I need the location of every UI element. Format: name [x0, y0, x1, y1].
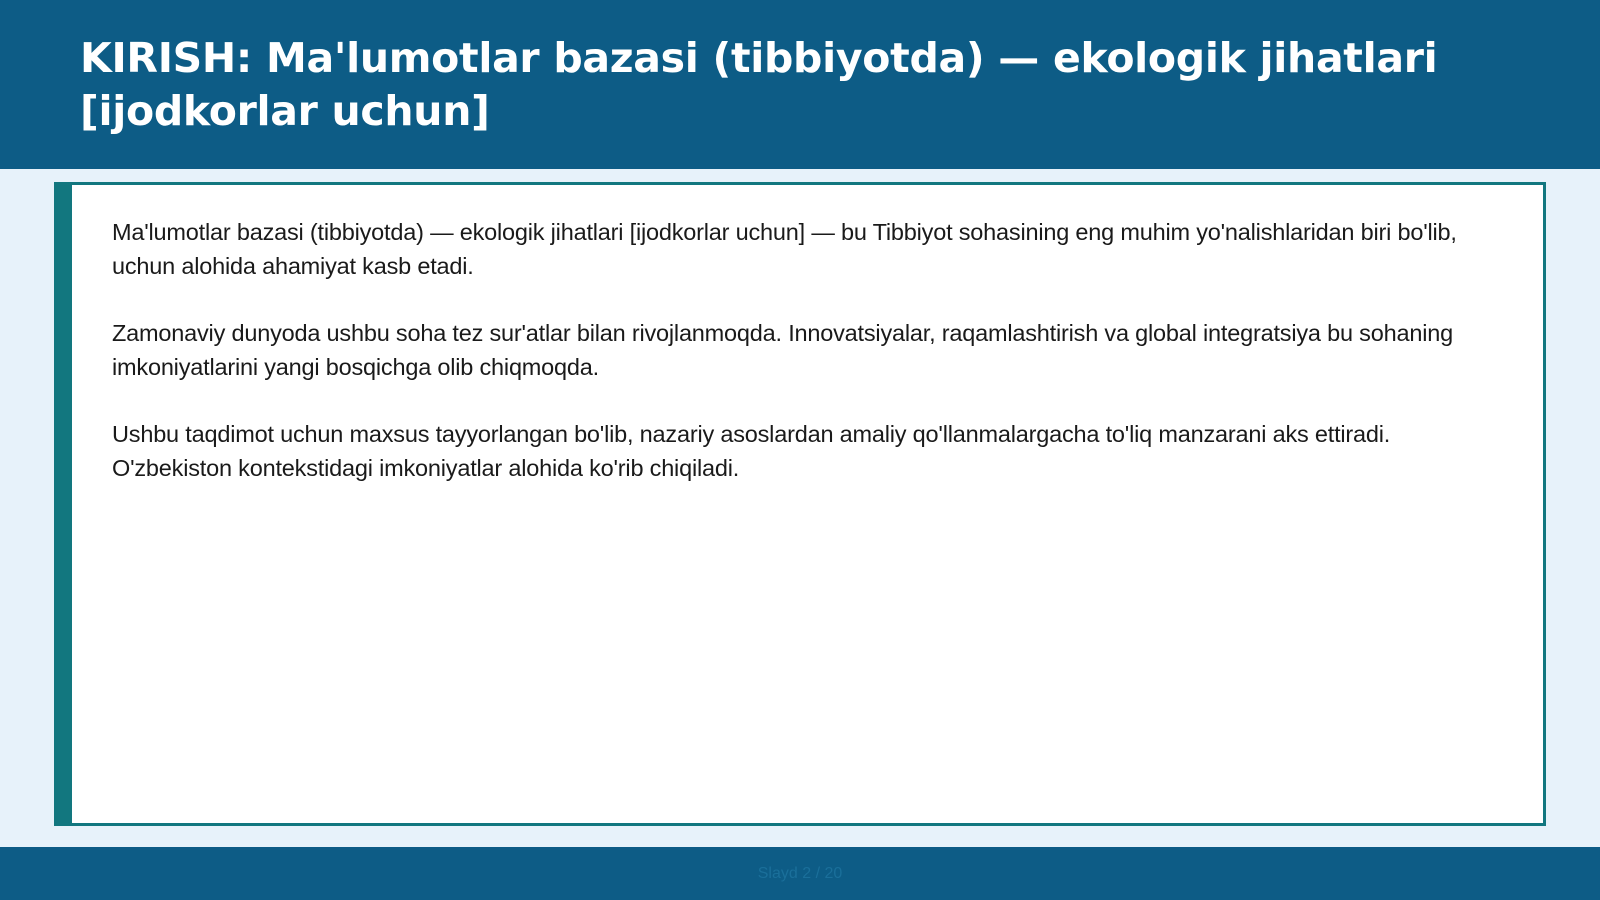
intro-paragraph-1: Ma'lumotlar bazasi (tibbiyotda) — ekologik jihatlari [ijodkorlar uchun] — bu Tibbiyot sohasining eng muhim yo'nalishlaridan biri bo'lib, uchun alohida ahamiyat kasb etadi. — [112, 219, 1457, 279]
slide-footer — [0, 847, 1600, 900]
intro-paragraph-3: Ushbu taqdimot uchun maxsus tayyorlangan bo'lib, nazariy asoslardan amaliy qo'llanmalargacha to'liq manzarani aks ettiradi. O'zbekiston kontekstidagi imkoniyatlar alohida ko'rib chiqiladi. — [112, 421, 1391, 481]
intro-paragraph-2: Zamonaviy dunyoda ushbu soha tez sur'atlar bilan rivojlanmoqda. Innovatsiyalar, raqamlashtirish va global integratsiya bu sohaning imkoniyatlarini yangi bosqichga olib chiqmoqda. — [112, 320, 1453, 380]
page-number: Slayd 2 / 20 — [757, 865, 843, 882]
content-card — [54, 182, 1546, 826]
slide-header — [0, 0, 1600, 169]
slide-title: KIRISH: Ma'lumotlar bazasi (tibbiyotda) — ekologik jihatlari [ijodkorlar uchun] — [80, 34, 1438, 135]
